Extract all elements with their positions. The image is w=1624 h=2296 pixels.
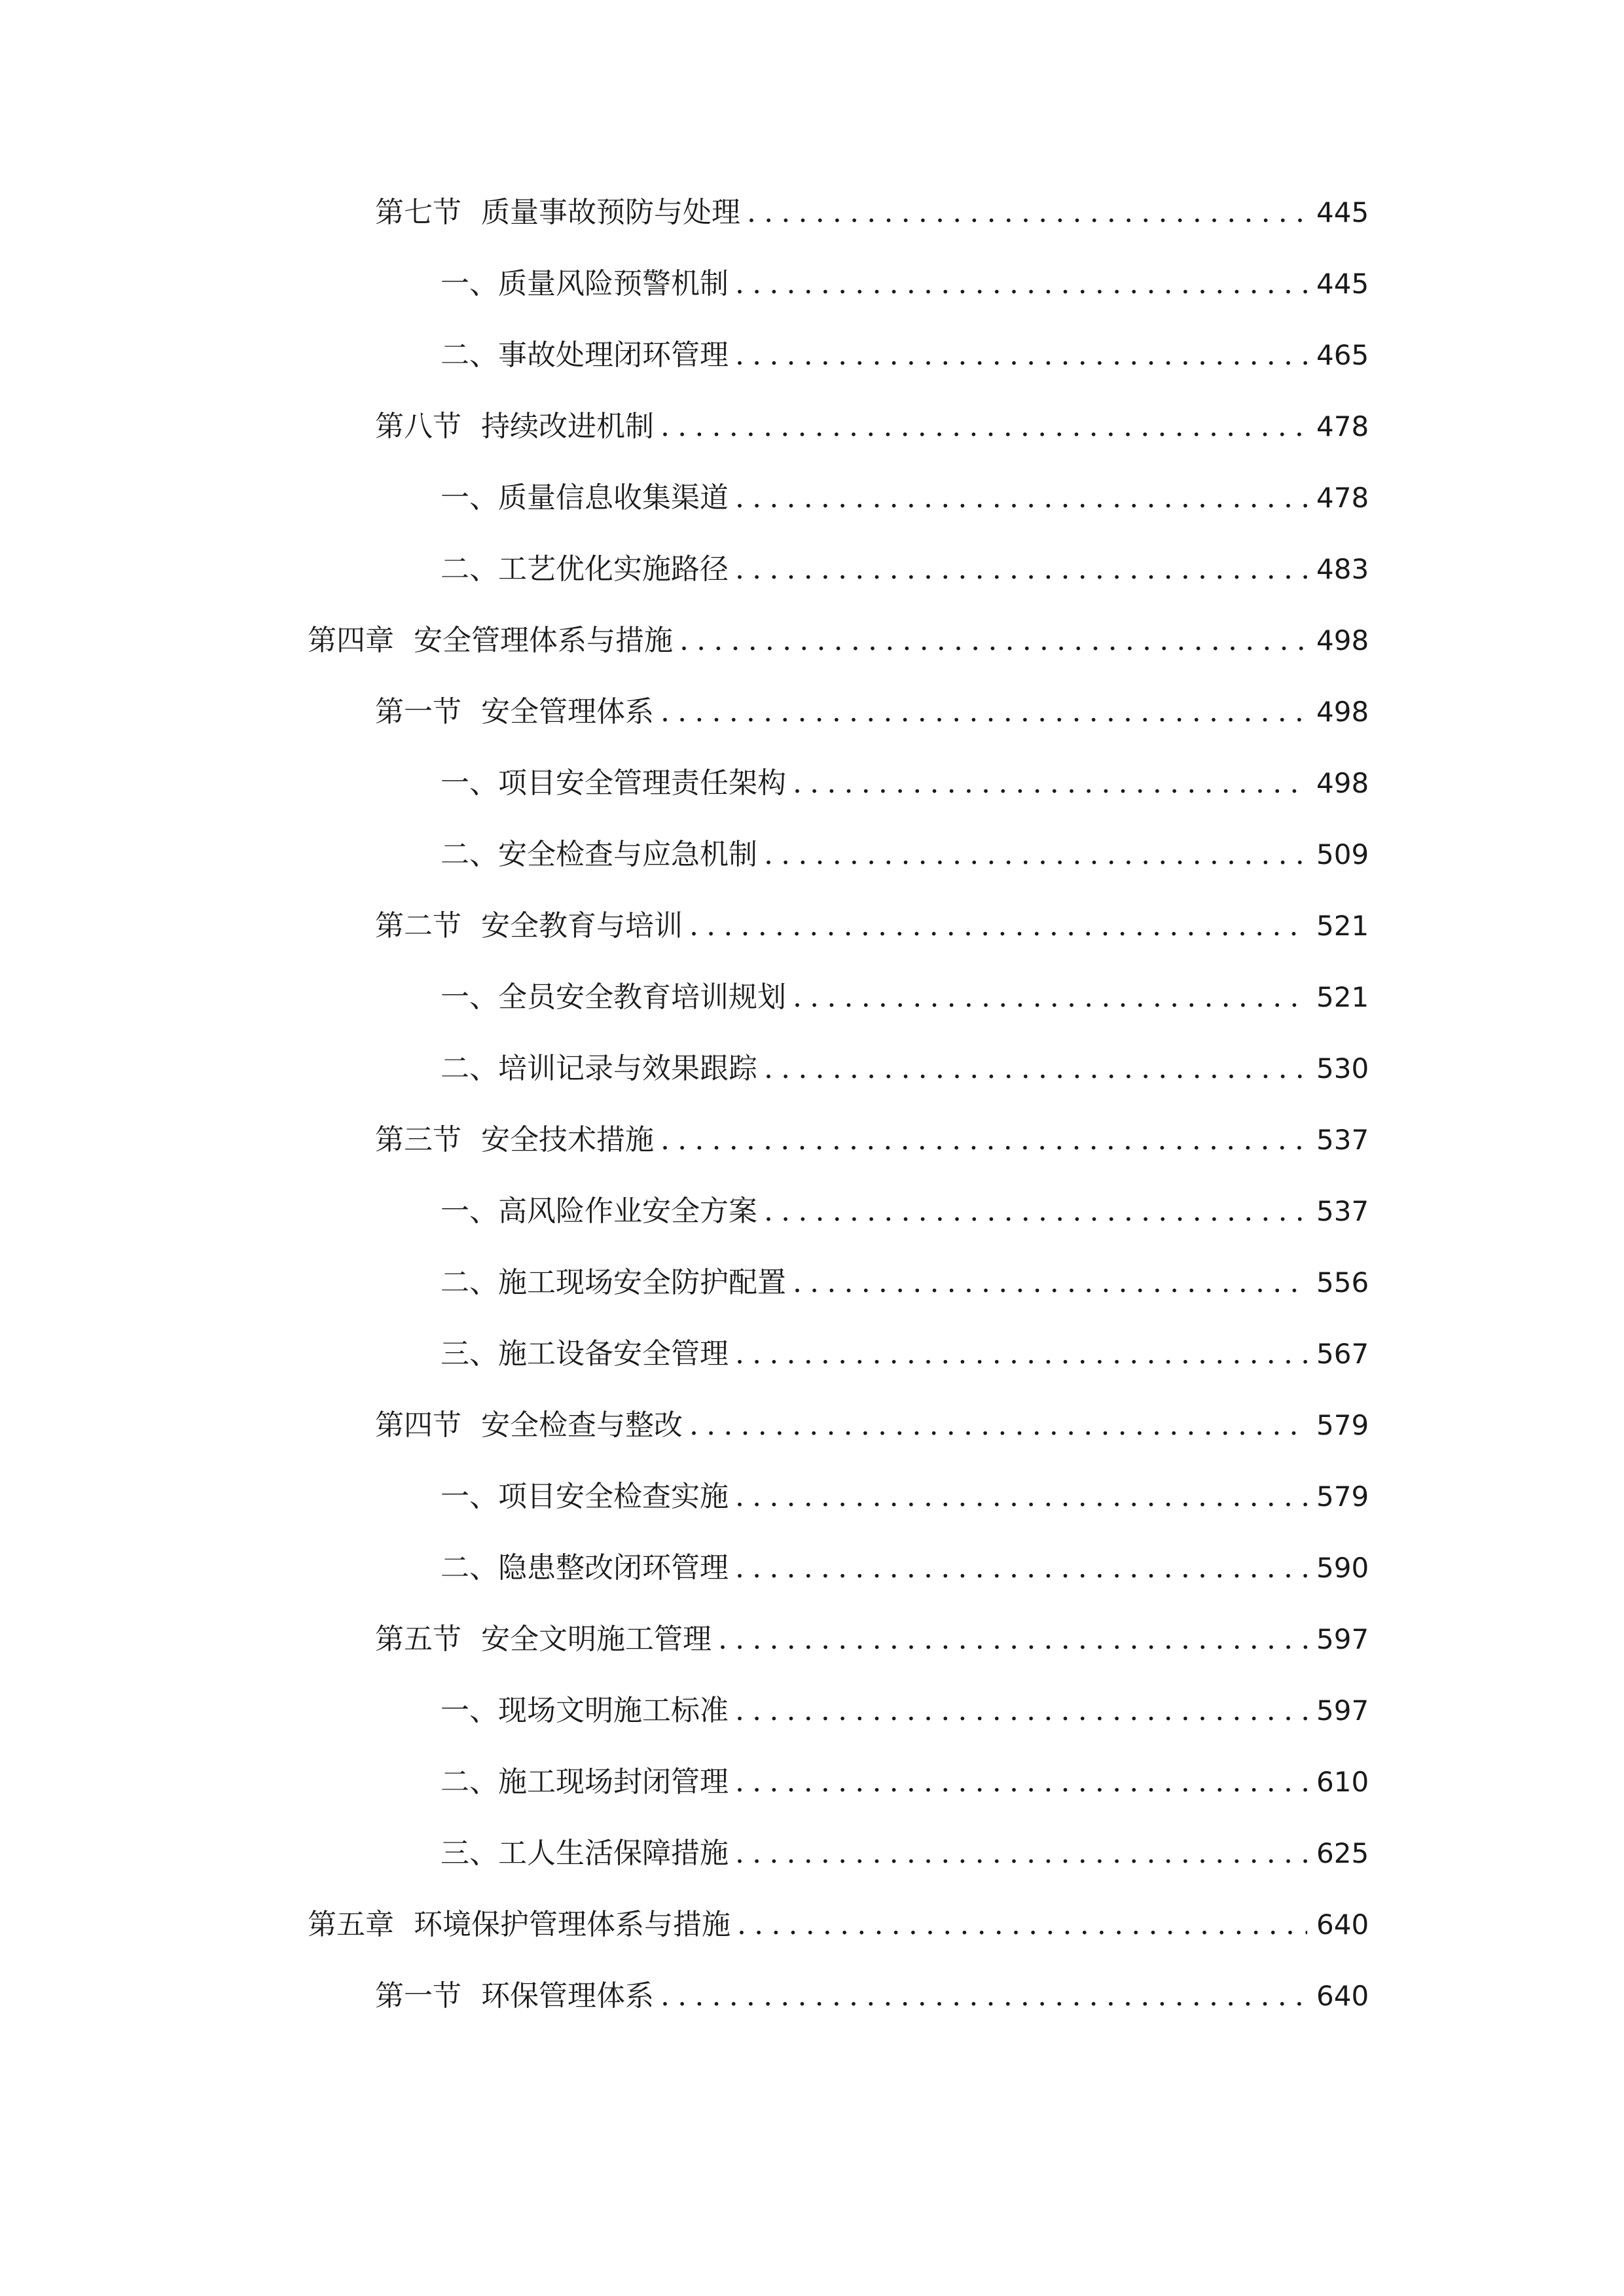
entry-title: 施工现场安全防护配置 xyxy=(498,1266,786,1299)
entry-number: 三、 xyxy=(441,1837,498,1870)
dot-leader xyxy=(735,1474,1307,1520)
entry-title: 安全检查与整改 xyxy=(481,1408,683,1442)
entry-title: 安全管理体系与措施 xyxy=(414,624,673,657)
entry-number: 一、 xyxy=(441,267,498,300)
entry-title: 项目安全管理责任架构 xyxy=(498,766,786,800)
entry-page-number: 445 xyxy=(1316,268,1369,300)
toc-entry[interactable] xyxy=(441,332,1369,378)
entry-title: 工艺优化实施路径 xyxy=(498,552,729,586)
entry-page-number: 579 xyxy=(1316,1409,1369,1441)
entry-title: 环保管理体系 xyxy=(481,1979,654,2013)
entry-title: 环境保护管理体系与措施 xyxy=(414,1908,731,1941)
entry-number: 一、 xyxy=(441,1480,498,1513)
dot-leader xyxy=(735,1831,1307,1876)
toc-entry[interactable] xyxy=(441,832,1369,878)
toc-entry[interactable] xyxy=(441,261,1369,307)
entry-title: 安全教育与培训 xyxy=(481,909,683,942)
dot-leader xyxy=(793,975,1307,1020)
entry-page-number: 498 xyxy=(1316,624,1369,656)
toc-entry[interactable] xyxy=(441,1831,1369,1876)
toc-entry[interactable] xyxy=(308,618,1369,664)
dot-leader xyxy=(764,832,1307,878)
entry-page-number: 625 xyxy=(1316,1837,1369,1869)
entry-number: 一、 xyxy=(441,1694,498,1727)
entry-page-number: 445 xyxy=(1316,196,1369,228)
dot-leader xyxy=(764,1189,1307,1234)
toc-entry[interactable] xyxy=(441,1545,1369,1591)
dot-leader xyxy=(660,1117,1307,1163)
dot-leader xyxy=(735,547,1307,592)
entry-title: 高风险作业安全方案 xyxy=(498,1194,757,1228)
entry-title: 工人生活保障措施 xyxy=(498,1837,729,1870)
toc-entry[interactable] xyxy=(375,689,1369,735)
entry-page-number: 498 xyxy=(1316,696,1369,728)
dot-leader xyxy=(735,332,1307,378)
entry-number: 一、 xyxy=(441,1194,498,1228)
entry-number: 第一节 xyxy=(375,695,461,728)
toc-entry[interactable] xyxy=(441,975,1369,1020)
entry-title: 持续改进机制 xyxy=(481,410,654,443)
toc-entry[interactable] xyxy=(375,404,1369,450)
entry-number: 第二节 xyxy=(375,909,461,942)
toc-entry[interactable] xyxy=(308,1902,1369,1948)
entry-title: 质量信息收集渠道 xyxy=(498,481,729,514)
entry-number: 第四章 xyxy=(308,624,394,657)
entry-title: 施工现场封闭管理 xyxy=(498,1765,729,1799)
toc-entry[interactable] xyxy=(441,475,1369,521)
entry-number: 一、 xyxy=(441,766,498,800)
toc-entry[interactable] xyxy=(375,1617,1369,1662)
entry-title: 事故处理闭环管理 xyxy=(498,338,729,372)
entry-number: 一、 xyxy=(441,481,498,514)
entry-page-number: 530 xyxy=(1316,1052,1369,1085)
entry-page-number: 537 xyxy=(1316,1195,1369,1227)
entry-number: 第五节 xyxy=(375,1623,461,1656)
entry-page-number: 590 xyxy=(1316,1552,1369,1584)
toc-entry[interactable] xyxy=(441,1189,1369,1234)
dot-leader xyxy=(793,1260,1307,1306)
dot-leader xyxy=(764,1046,1307,1092)
entry-number: 二、 xyxy=(441,1551,498,1585)
entry-title: 全员安全教育培训规划 xyxy=(498,980,786,1014)
entry-number: 第三节 xyxy=(375,1123,461,1157)
entry-page-number: 597 xyxy=(1316,1623,1369,1655)
entry-page-number: 465 xyxy=(1316,339,1369,371)
toc-entry[interactable] xyxy=(375,1117,1369,1163)
dot-leader xyxy=(718,1617,1307,1662)
toc-entry[interactable] xyxy=(441,1688,1369,1734)
dot-leader xyxy=(735,475,1307,521)
toc-entry[interactable] xyxy=(375,1403,1369,1448)
dot-leader xyxy=(735,1331,1307,1377)
entry-page-number: 640 xyxy=(1316,1980,1369,2012)
toc-entry[interactable] xyxy=(441,761,1369,806)
entry-page-number: 498 xyxy=(1316,767,1369,799)
toc-entry[interactable] xyxy=(375,903,1369,949)
entry-title: 质量风险预警机制 xyxy=(498,267,729,300)
entry-page-number: 556 xyxy=(1316,1266,1369,1299)
dot-leader xyxy=(660,1973,1307,2019)
dot-leader xyxy=(689,903,1307,949)
dot-leader xyxy=(735,1759,1307,1805)
entry-page-number: 521 xyxy=(1316,910,1369,942)
entry-page-number: 597 xyxy=(1316,1695,1369,1727)
entry-number: 二、 xyxy=(441,338,498,372)
entry-title: 安全管理体系 xyxy=(481,695,654,728)
entry-page-number: 478 xyxy=(1316,482,1369,514)
entry-number: 三、 xyxy=(441,1337,498,1371)
toc-entry[interactable] xyxy=(441,1474,1369,1520)
toc-entry[interactable] xyxy=(441,1759,1369,1805)
dot-leader xyxy=(735,1688,1307,1734)
entry-page-number: 537 xyxy=(1316,1124,1369,1156)
entry-page-number: 567 xyxy=(1316,1338,1369,1370)
entry-number: 第五章 xyxy=(308,1908,394,1941)
toc-entry[interactable] xyxy=(441,1331,1369,1377)
entry-page-number: 521 xyxy=(1316,981,1369,1013)
entry-number: 二、 xyxy=(441,552,498,586)
entry-page-number: 478 xyxy=(1316,410,1369,442)
entry-page-number: 579 xyxy=(1316,1480,1369,1513)
entry-title: 现场文明施工标准 xyxy=(498,1694,729,1727)
entry-number: 二、 xyxy=(441,1052,498,1085)
entry-number: 第一节 xyxy=(375,1979,461,2013)
entry-number: 第八节 xyxy=(375,410,461,443)
dot-leader xyxy=(735,1545,1307,1591)
entry-title: 施工设备安全管理 xyxy=(498,1337,729,1371)
entry-title: 隐患整改闭环管理 xyxy=(498,1551,729,1585)
dot-leader xyxy=(793,761,1307,806)
entry-title: 质量事故预防与处理 xyxy=(481,196,740,229)
dot-leader xyxy=(660,404,1307,450)
entry-number: 二、 xyxy=(441,1765,498,1799)
entry-page-number: 610 xyxy=(1316,1766,1369,1798)
entry-page-number: 509 xyxy=(1316,838,1369,870)
entry-number: 二、 xyxy=(441,1266,498,1299)
toc-entry[interactable] xyxy=(441,1260,1369,1306)
dot-leader xyxy=(689,1403,1307,1448)
toc-entry[interactable] xyxy=(441,547,1369,592)
entry-page-number: 640 xyxy=(1316,1909,1369,1941)
toc-entry[interactable] xyxy=(441,1046,1369,1092)
dot-leader xyxy=(735,261,1307,307)
dot-leader xyxy=(679,618,1307,664)
toc-entry[interactable] xyxy=(375,1973,1369,2019)
entry-number: 第七节 xyxy=(375,196,461,229)
entry-title: 项目安全检查实施 xyxy=(498,1480,729,1513)
entry-title: 安全文明施工管理 xyxy=(481,1623,712,1656)
entry-number: 第四节 xyxy=(375,1408,461,1442)
entry-title: 安全检查与应急机制 xyxy=(498,838,757,871)
entry-page-number: 483 xyxy=(1316,553,1369,585)
dot-leader xyxy=(747,190,1307,236)
entry-number: 一、 xyxy=(441,980,498,1014)
dot-leader xyxy=(660,689,1307,735)
entry-title: 培训记录与效果跟踪 xyxy=(498,1052,757,1085)
toc-entry[interactable] xyxy=(375,190,1369,236)
dot-leader xyxy=(737,1902,1307,1948)
entry-title: 安全技术措施 xyxy=(481,1123,654,1157)
entry-number: 二、 xyxy=(441,838,498,871)
